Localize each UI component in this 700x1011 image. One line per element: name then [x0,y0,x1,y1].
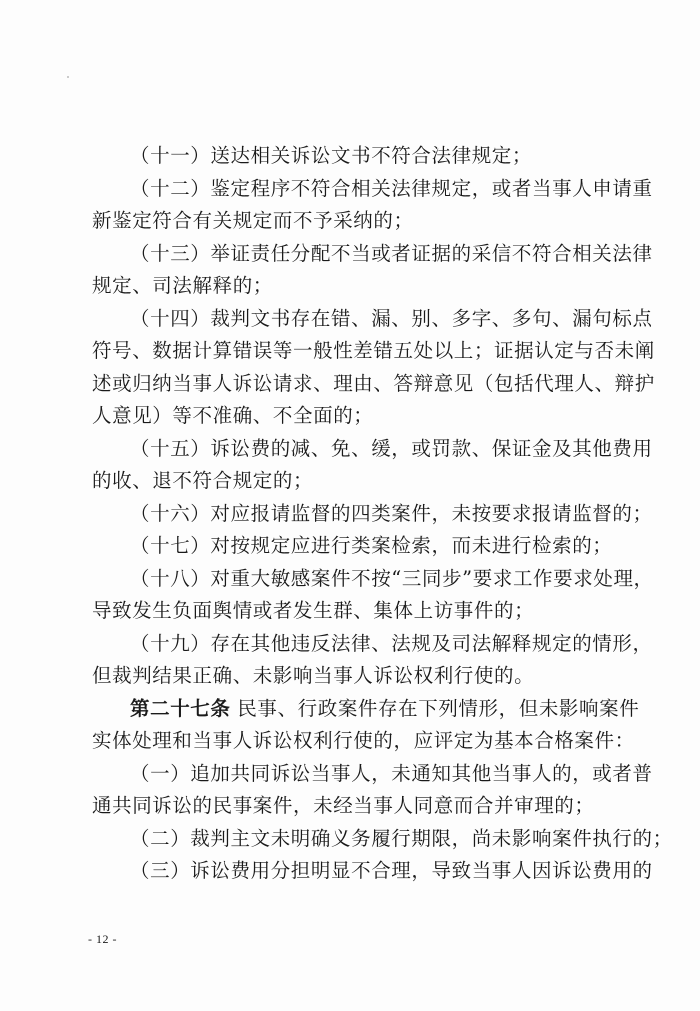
paragraph-line: 人意见）等不准确、不全面的； [92,404,374,427]
paragraph-line: （十二）鉴定程序不符合相关法律规定，或者当事人申请重 [130,176,653,200]
paragraph-line: （十六）对应报请监督的四类案件，未按要求报请监督的； [130,501,653,525]
paragraph-line: 规定、司法解释的； [92,274,273,297]
paragraph-line: （十五）诉讼费的减、免、缓，或罚款、保证金及其他费用 [130,436,653,460]
paragraph-line [92,693,640,726]
paragraph-line: （一）追加共同诉讼当事人，未通知其他当事人的，或者普 [130,761,653,785]
page-number: - 12 - [88,932,117,946]
document-body [92,140,673,888]
article-label: 第二十七条 [130,696,231,720]
paragraph-line: 述或归纳当事人诉讼请求、理由、答辩意见（包括代理人、辩护 [92,371,655,395]
paragraph-line: 符号、数据计算错误等一般性差错五处以上；证据认定与否未阐 [92,339,655,362]
paragraph-line: （十四）裁判文书存在错、漏、别、多字、多句、漏句标点 [130,306,653,330]
paragraph-line: 导致发生负面舆情或者发生群、集体上访事件的； [92,599,535,622]
paragraph-line: 新鉴定符合有关规定而不予采纳的； [92,209,414,232]
scan-speck [67,76,69,78]
paragraph-line: （十九）存在其他违反法律、法规及司法解释规定的情形， [130,631,653,655]
line-text: 民事、行政案件存在下列情形，但未影响案件 [230,696,640,720]
paragraph-line: （十三）举证责任分配不当或者证据的采信不符合相关法律 [130,241,653,265]
paragraph-line: 通共同诉讼的民事案件，未经当事人同意而合并审理的； [92,794,595,817]
paragraph-line: 实体处理和当事人诉讼权利行使的，应评定为基本合格案件： [92,729,635,752]
paragraph-line: （十八）对重大敏感案件不按“三同步”要求工作要求处理， [130,566,654,590]
paragraph-line: （三）诉讼费用分担明显不合理，导致当事人因诉讼费用的 [130,859,653,882]
paragraph-line: （二）裁判主文未明确义务履行期限，尚未影响案件执行的； [130,826,673,850]
paragraph-line: 的收、退不符合规定的； [92,469,314,492]
paragraph-line: （十一）送达相关诉讼文书不符合法律规定； [130,144,533,167]
paragraph-line: （十七）对按规定应进行类案检索，而未进行检索的； [130,534,613,557]
paragraph-line: 但裁判结果正确、未影响当事人诉讼权利行使的。 [92,664,535,687]
